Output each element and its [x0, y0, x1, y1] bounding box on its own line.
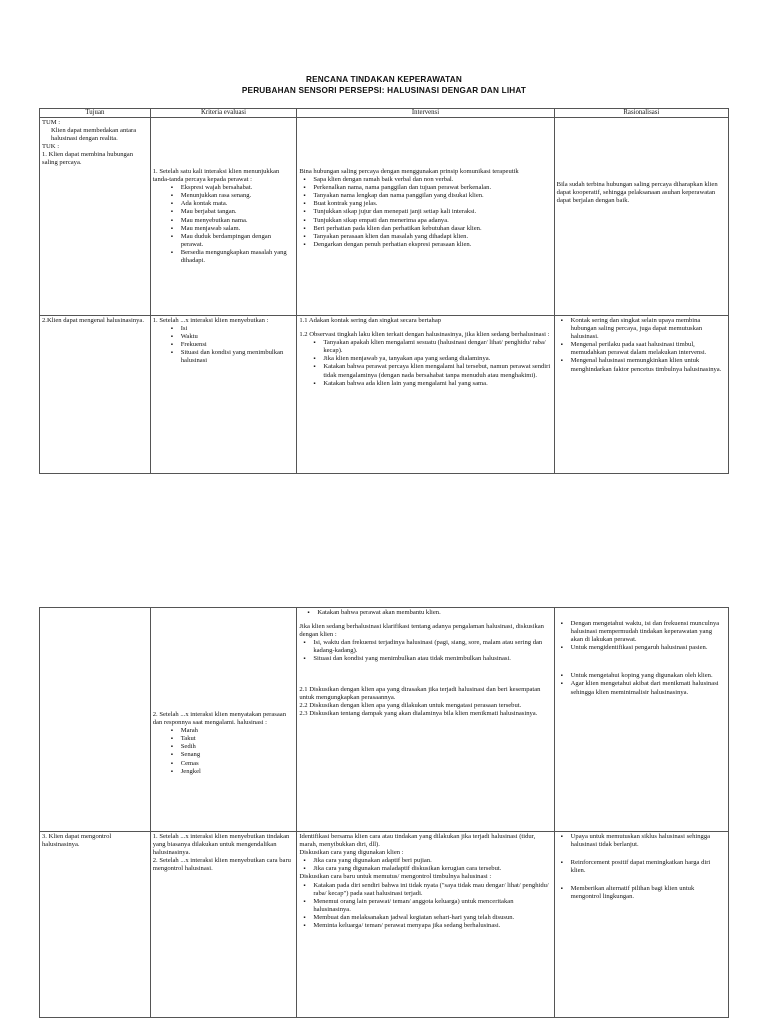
tujuan-text: 3. Klien dapat mengontrol halusinasinya. [42, 833, 112, 849]
list-item: ▪ Katakan bahwa perawat percaya klien mengalami hal tersebut, namun perawat sendiri tidak mengalaminya (dengan nada bersahabat tanpa menuduh atau menghakimi). [323, 363, 551, 379]
list-item: ▪ Agar klien mengetahui akibat dari menikmati halusinasi sehingga klien meminimalisir halusinasinya. [571, 680, 726, 696]
intervensi-1-2: 1.2 Observasi tingkah laku klien terkait dengan halusinasinya, jika klien sedang berhalusinasi : [299, 331, 550, 339]
list-item: ▪ Isi [181, 325, 295, 333]
intervensi-klarifikasi: Jika klien sedang berhalusinasi klarifikasi tentang adanya pengalaman halusinasi, diskusikan dengan klien : [299, 623, 544, 639]
table-row [40, 832, 729, 1018]
cell-kriteria [150, 832, 297, 1018]
intervensi-diskusi-cara: Diskusikan cara yang digunakan klien : [299, 849, 404, 857]
rasionalisasi-list [557, 833, 726, 902]
table-row [40, 118, 729, 316]
list-item: ▪ Dengan mengetahui waktu, isi dan frekuensi munculnya halusinasi mempermudah tindakan keperawatan yang akan di lakukan perawat. [571, 620, 726, 644]
tuk-text: 1. Klien dapat membina hubungan saling percaya. [42, 151, 134, 167]
header-kriteria: Kriteria evaluasi [150, 109, 297, 118]
list-item: ▪ Untuk mengetahui koping yang digunakan oleh klien. [571, 672, 726, 680]
list-item: ▪ Beri perhatian pada klien dan perhatikan kebutuhan dasar klien. [313, 225, 551, 233]
intervensi-list-1 [299, 857, 551, 873]
kriteria-2: 2. Setelah ...x interaksi klien menyebutkan cara baru mengontrol halusinasi. [152, 857, 291, 873]
cell-rasionalisasi [554, 316, 728, 474]
kriteria-1: 1. Setelah ...x interaksi klien menyebutkan tindakan yang biasanya dilakukan untuk mengendalikan halusinasinya. [152, 833, 290, 857]
cell-rasionalisasi [554, 832, 728, 1018]
kriteria-list [153, 727, 295, 776]
table-row [40, 608, 729, 832]
list-item: ▪ Perkenalkan nama, nama panggilan dan tujuan perawat berkenalan. [313, 184, 551, 192]
kriteria-intro: 1. Setelah ...x interaksi klien menyebutkan : [152, 317, 269, 324]
tuk-label: TUK : [42, 143, 60, 151]
list-item: ▪ Mengenal halusinasi memungkinkan klien untuk menghindarkan faktor pencetus timbulnya halusinasinya. [571, 357, 726, 373]
cell-tujuan [40, 608, 151, 832]
list-item: ▪ Kontak sering dan singkat selain upaya membina hubungan saling percaya, juga dapat memutuskan halusinasi. [571, 317, 726, 341]
list-item: ▪ Jika cara yang digunakan adaptif beri pujian. [313, 857, 551, 865]
list-item: ▪ Mengenal perilaku pada saat halusinasi timbul, memudahkan perawat dalam melakukan intervensi. [571, 341, 726, 357]
list-item: ▪ Mau berjabat tangan. [181, 208, 295, 216]
kriteria-list [153, 325, 295, 365]
list-item: ▪ Sapa klien dengan ramah baik verbal dan non verbal. [313, 176, 551, 184]
list-item: ▪ Isi, waktu dan frekuensi terjadinya halusinasi (pagi, siang, sore, malam atau sering dan kadang-kadang). [313, 639, 551, 655]
list-item: ▪ Marah [181, 727, 295, 735]
list-item: ▪ Meminta keluarga/ teman/ perawat menyapa jika sedang berhalusinasi. [313, 922, 551, 930]
list-item: ▪ Frekuensi [181, 341, 295, 349]
intervensi-2-3: 2.3 Diskusikan tentang dampak yang akan dialaminya bila klien menikmati halusinasinya. [299, 709, 538, 717]
list-item: ▪ Jengkel [181, 768, 295, 776]
intervensi-list [299, 176, 551, 249]
list-item: ▪ Upaya untuk memutuskan siklus halusinasi sehingga halusinasi tidak berlanjut. [571, 833, 726, 849]
list-item: ▪ Tunjukkan sikap empati dan menerima apa adanya. [313, 217, 551, 225]
care-plan-table-page1 [39, 108, 729, 474]
list-item: ▪ Katakan pada diri sendiri bahwa ini tidak nyata ("saya tidak mau dengar/ lihat/ penghidu/ raba/ kecap") pada saat halusinasi terjadi. [313, 882, 551, 898]
header-tujuan: Tujuan [40, 109, 151, 118]
list-item: ▪ Situasi dan kondisi yang menimbulkan atau tidak menimbulkan halusinasi. [313, 655, 551, 663]
list-item: ▪ Sedih [181, 743, 295, 751]
header-intervensi: Intervensi [297, 109, 554, 118]
intervensi-list-2 [299, 882, 551, 931]
list-item: ▪ Memberikan alternatif pilihan bagi klien untuk mengontrol lingkungan. [571, 885, 726, 901]
cell-kriteria [150, 608, 297, 832]
list-item: ▪ Mau duduk berdampingan dengan perawat. [181, 233, 295, 249]
cell-kriteria [150, 118, 297, 316]
list-item: ▪ Bersedia mengungkapkan masalah yang dihadapi. [181, 249, 295, 265]
list-item: ▪ Senang [181, 751, 295, 759]
cell-kriteria [150, 316, 297, 474]
list-item: ▪ Menunjukkan rasa senang. [181, 192, 295, 200]
list-item: ▪ Cemas [181, 760, 295, 768]
cell-tujuan [40, 316, 151, 474]
list-item: ▪ Reinforcement positif dapat meningkatkan harga diri klien. [571, 859, 726, 875]
intervensi-intro: Bina hubungan saling percaya dengan menggunakan prinsip komunikasi terapeutik [299, 168, 519, 175]
intervensi-2-1: 2.1 Diskusikan dengan klien apa yang dirasakan jika terjadi halusinasi dan beri kesempatan untuk mengungkapkan perasaannya. [299, 685, 541, 701]
intervensi-top-list [299, 609, 551, 617]
header-rasionalisasi: Rasionalisasi [554, 109, 728, 118]
list-item: ▪ Dengarkan dengan penuh perhatian ekspresi perasaan klien. [313, 241, 551, 249]
list-item: ▪ Buat kontrak yang jelas. [313, 200, 551, 208]
kriteria-intro: 2. Setelah ...x interaksi klien menyatakan perasaan dan responnya saat mengalami. halusinasi : [152, 711, 287, 727]
tum-label: TUM : [42, 119, 61, 126]
table-row [40, 316, 729, 474]
list-item: ▪ Mau menyebutkan nama. [181, 217, 295, 225]
list-item: ▪ Waktu [181, 333, 295, 341]
rasionalisasi-list [557, 317, 726, 374]
cell-rasionalisasi [554, 118, 728, 316]
care-plan-table-page2 [39, 607, 729, 1018]
list-item: ▪ Membuat dan melaksanakan jadwal kegiatan sehari-hari yang telah disusun. [313, 914, 551, 922]
table-header-row [40, 109, 729, 118]
intervensi-cara-baru: Diskusikan cara baru untuk memutus/ mengontrol timbulnya halusinasi : [299, 873, 492, 881]
intervensi-1-1: 1.1 Adakan kontak sering dan singkat secara bertahap [299, 317, 442, 324]
document-subtitle: PERUBAHAN SENSORI PERSEPSI: HALUSINASI DENGAR DAN LIHAT [241, 86, 527, 95]
rasionalisasi-text: Bila sudah terbina hubungan saling percaya diharapkan klien dapat kooperatif, sehingga pelaksanaan asuhan keperawatan dapat berjalan dengan baik. [556, 181, 718, 205]
kriteria-intro: 1. Setelah satu kali interaksi klien menunjukkan tanda-tanda percaya kepada perawat : [152, 168, 280, 184]
cell-tujuan [40, 832, 151, 1018]
cell-tujuan [40, 118, 151, 316]
cell-intervensi [297, 316, 554, 474]
list-item: ▪ Ekspresi wajah bersahabat. [181, 184, 295, 192]
list-item: ▪ Takut [181, 735, 295, 743]
list-item: ▪ Tunjukkan sikap jujur dan menepati janji setiap kali interaksi. [313, 208, 551, 216]
cell-intervensi [297, 832, 554, 1018]
list-item: ▪ Ada kontak mata. [181, 200, 295, 208]
cell-intervensi [297, 118, 554, 316]
list-item: ▪ Menemui orang lain perawat/ teman/ anggota keluarga) untuk menceritakan halusinasinya. [313, 898, 551, 914]
intervensi-identifikasi: Identifikasi bersama klien cara atau tindakan yang dilakukan jika terjadi halusinasi (tidur, marah, menyibukkan diri, dll). [299, 833, 536, 849]
list-item: ▪ Katakan bahwa perawat akan membantu klien. [317, 609, 551, 617]
list-item: ▪ Tanyakan perasaan klien dan masalah yang dihadapi klien. [313, 233, 551, 241]
list-item: ▪ Tanyakan apakah klien mengalami sesuatu (halusinasi dengar/ lihat/ penghidu/ raba/ kecap). [323, 339, 551, 355]
list-item: ▪ Jika klien menjawab ya, tanyakan apa yang sedang dialaminya. [323, 355, 551, 363]
list-item: ▪ Mau menjawab salam. [181, 225, 295, 233]
list-item: ▪ Jika cara yang digunakan maladaptif diskusikan kerugian cara tersebut. [313, 865, 551, 873]
rasionalisasi-list [557, 620, 726, 697]
cell-intervensi [297, 608, 554, 832]
intervensi-list [299, 639, 551, 663]
list-item: ▪ Tanyakan nama lengkap dan nama panggilan yang disukai klien. [313, 192, 551, 200]
tujuan-text: 2.Klien dapat mengenal halusinasinya. [42, 317, 144, 324]
cell-rasionalisasi [554, 608, 728, 832]
tum-text: Klien dapat membedakan antara halusinasi dengan realita. [51, 127, 137, 143]
document-title: RENCANA TINDAKAN KEPERAWATAN [305, 75, 462, 84]
list-item: ▪ Untuk mengidentifikasi pengaruh halusinasi pasien. [571, 644, 726, 652]
list-item: ▪ Katakan bahwa ada klien lain yang mengalami hal yang sama. [323, 380, 551, 388]
intervensi-2-2: 2.2 Diskusikan dengan klien apa yang dilakukan untuk mengatasi perasaan tersebut. [299, 701, 522, 709]
list-item: ▪ Situasi dan kondisi yang menimbulkan halusinasi [181, 349, 295, 365]
kriteria-list [153, 184, 295, 265]
intervensi-list [299, 339, 551, 388]
